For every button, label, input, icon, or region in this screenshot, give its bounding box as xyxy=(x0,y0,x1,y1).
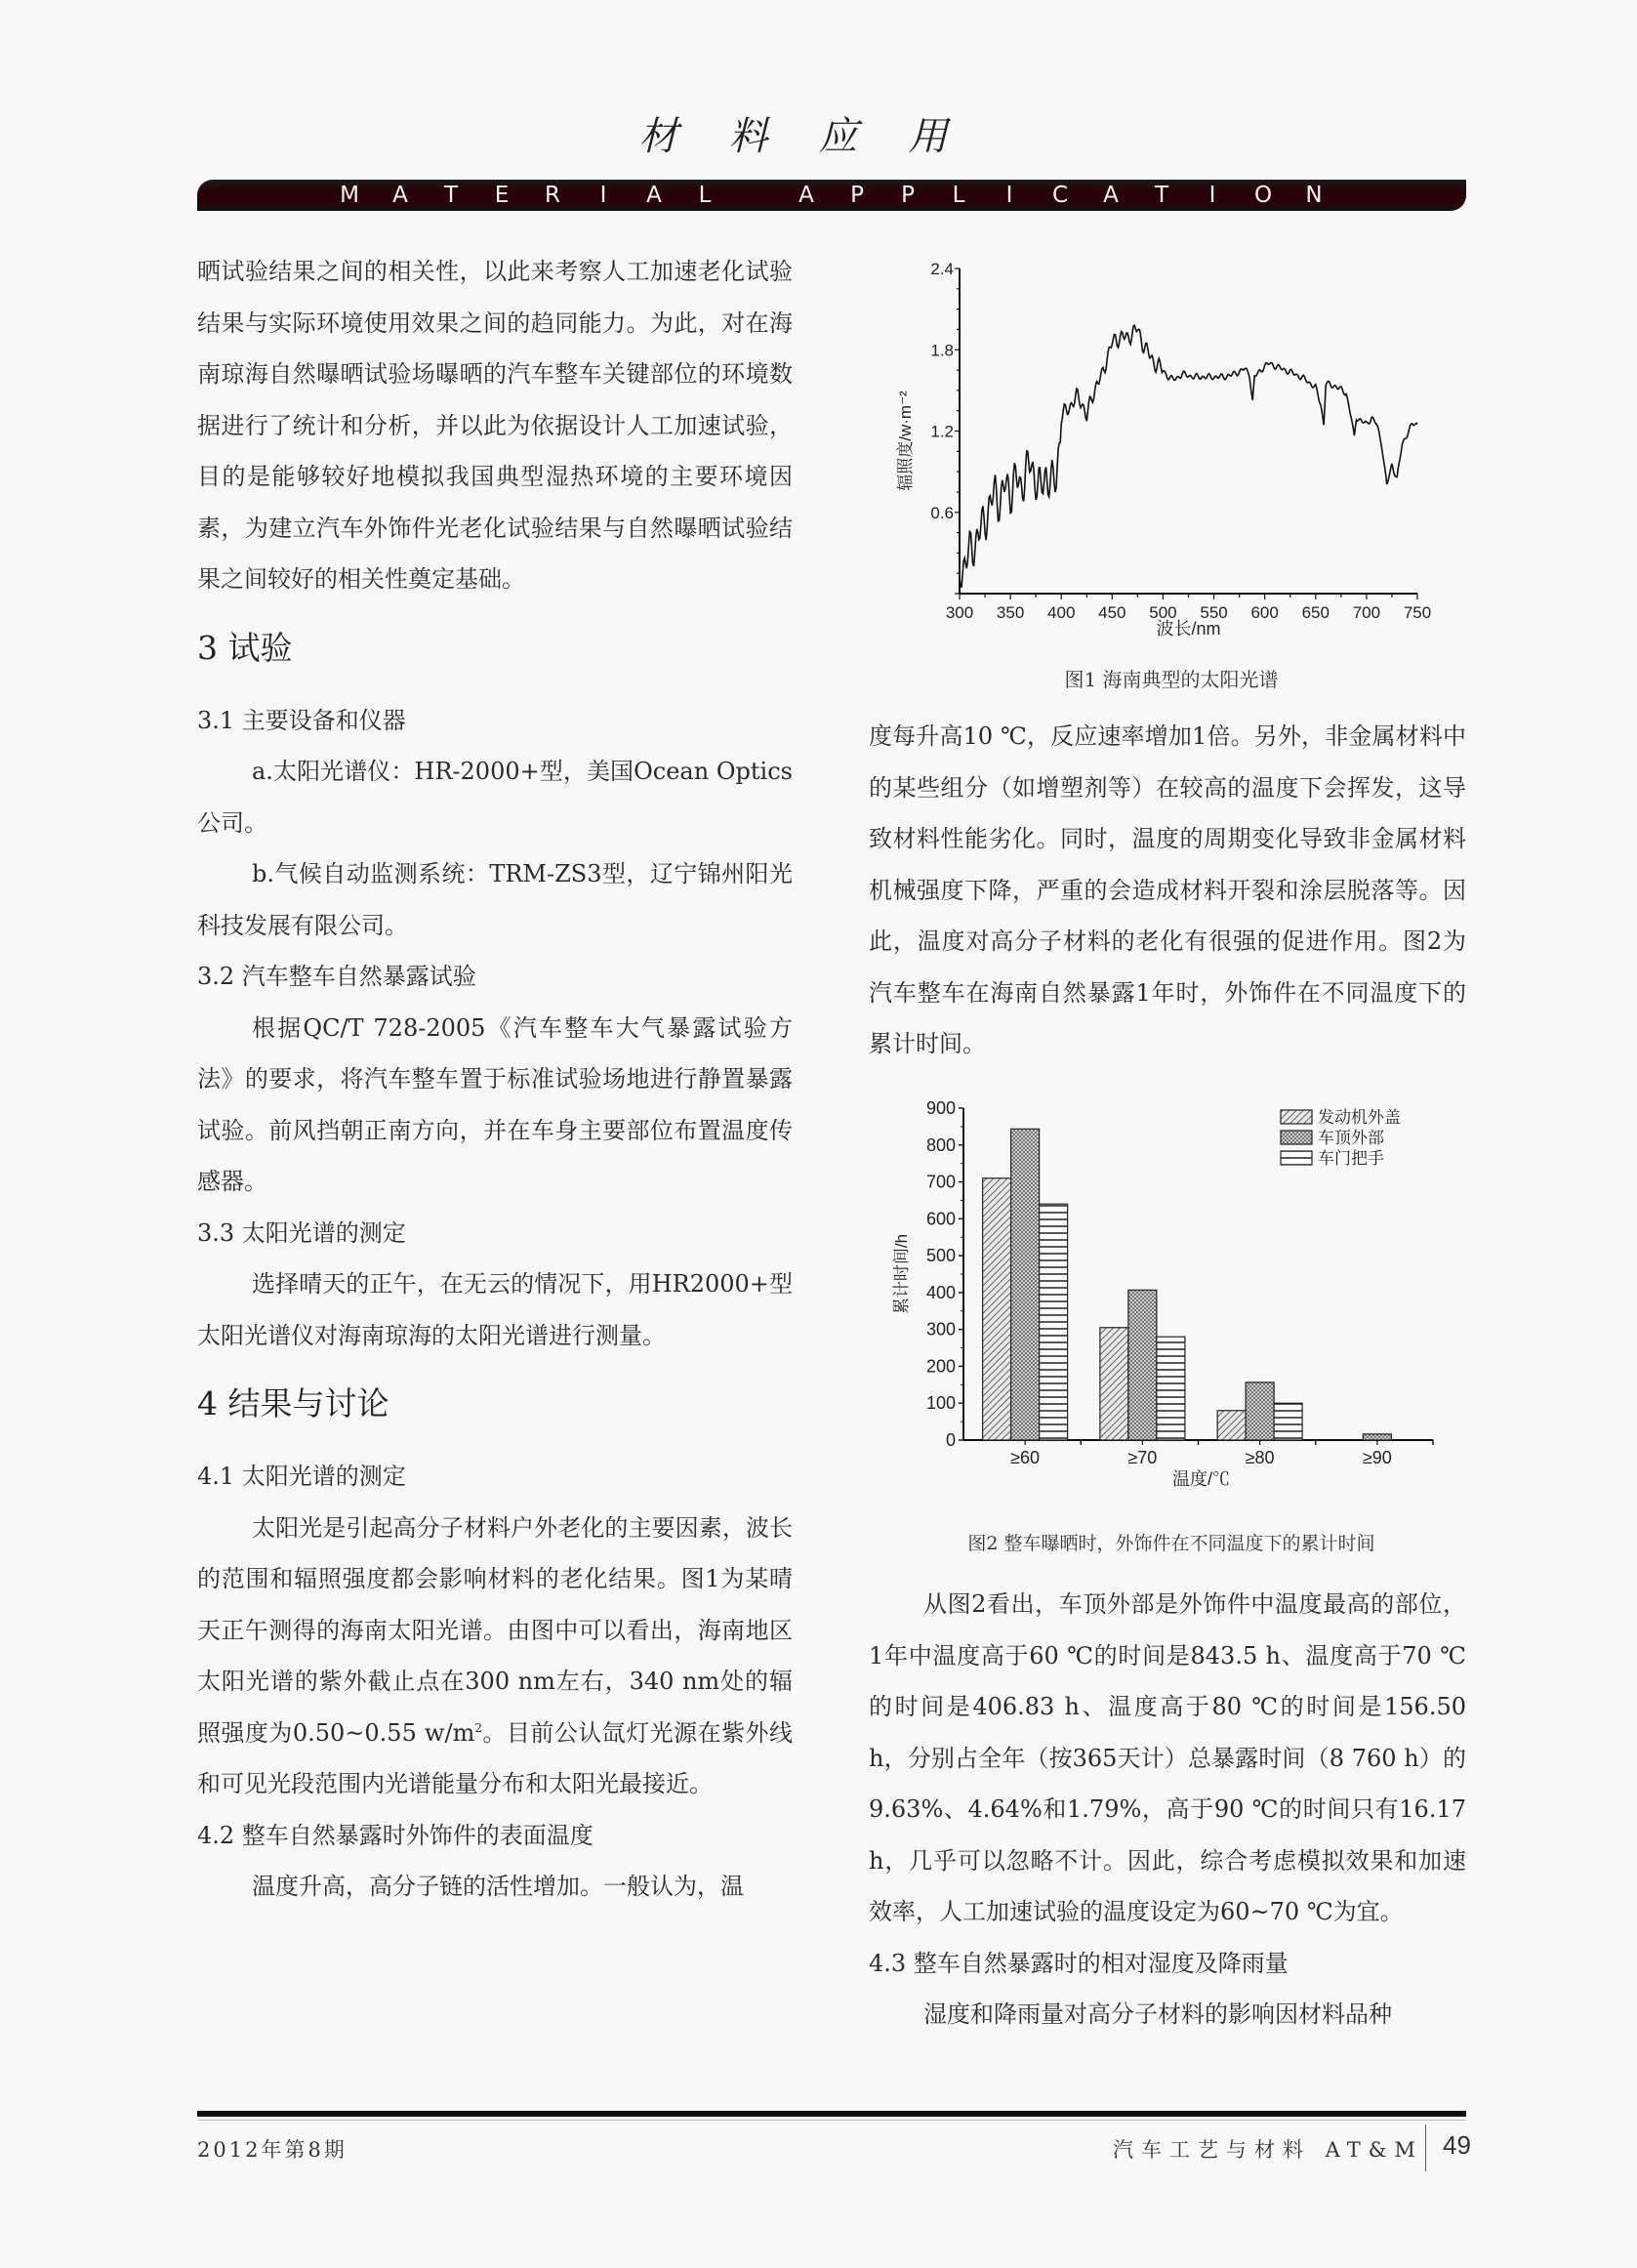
y-tick-label: 1.2 xyxy=(930,422,954,441)
banner-letter: A xyxy=(798,183,814,208)
y-tick-label: 300 xyxy=(925,1319,956,1340)
legend-swatch xyxy=(1281,1131,1312,1144)
y-tick-label: 2.4 xyxy=(930,260,954,278)
figure-2-bar-chart xyxy=(869,1089,1474,1499)
legend-swatch xyxy=(1281,1151,1312,1165)
banner-letter: T xyxy=(1154,183,1169,208)
y-tick-label: 0 xyxy=(945,1430,956,1450)
x-axis-label: 波长/nm xyxy=(1156,619,1221,639)
banner-letter: C xyxy=(1051,183,1069,208)
section-4-3-paragraph-start: 湿度和降雨量对高分子材料的影响因材料品种 xyxy=(923,2000,1392,2028)
legend-label: 车门把手 xyxy=(1318,1149,1384,1168)
section-3-3-paragraph: 选择晴天的正午，在无云的情况下，用HR2000+型太阳光谱仪对海南琼海的太阳光谱进行测量。 xyxy=(197,1270,793,1349)
bar-2-2 xyxy=(1274,1403,1302,1440)
section-3-2-paragraph: 根据QC/T 728-2005《汽车整车大气暴露试验方法》的要求，将汽车整车置于标准试验场地进行静置暴露试验。前风挡朝正南方向，并在车身主要部位布置温度传感器。 xyxy=(197,1013,793,1195)
bar-1-1 xyxy=(1128,1290,1157,1440)
chart-legend xyxy=(1281,1108,1401,1168)
banner-letter: P xyxy=(850,183,864,208)
page-number: 49 xyxy=(1443,2130,1471,2160)
section-4-1-heading: 4.1 太阳光谱的测定 xyxy=(197,1463,406,1490)
section-4-3-heading: 4.3 整车自然暴露时的相对湿度及降雨量 xyxy=(869,1949,1289,1977)
y-tick-label: 900 xyxy=(925,1098,956,1118)
banner-letter: T xyxy=(443,183,459,208)
banner-letter: I xyxy=(1208,183,1216,208)
y-tick-label: 800 xyxy=(925,1134,956,1155)
banner-letter: R xyxy=(545,183,560,208)
equipment-item-a: a.太阳光谱仪：HR-2000+型，美国Ocean Optics公司。 xyxy=(197,758,793,837)
x-tick-label: 450 xyxy=(1098,603,1126,622)
x-tick-label: 550 xyxy=(1200,603,1228,622)
bar-2-0 xyxy=(1040,1204,1068,1440)
x-tick-label: ≥70 xyxy=(1127,1448,1158,1467)
bar-2-1 xyxy=(1157,1337,1185,1440)
x-tick-label: ≥80 xyxy=(1245,1448,1275,1467)
banner-letter: P xyxy=(901,183,915,208)
y-tick-label: 200 xyxy=(925,1356,956,1377)
section-4-1-paragraph xyxy=(197,1503,793,1810)
x-tick-label: 600 xyxy=(1250,603,1279,622)
x-tick-label: 700 xyxy=(1352,603,1381,622)
banner-letter: L xyxy=(698,183,712,208)
footer-journal: 汽车工艺与材料 AT&M xyxy=(1113,2138,1423,2162)
y-tick-label: 1.8 xyxy=(930,341,954,360)
section-4-1-text-b: 。目前公认氙灯光源在紫外线和可见光段范围内光谱能量分布和太阳光最接近。 xyxy=(197,1718,794,1797)
bar-1-0 xyxy=(1011,1129,1040,1440)
y-tick-label: 700 xyxy=(925,1172,956,1192)
banner-letter: M xyxy=(340,183,359,208)
banner-letter: A xyxy=(392,183,408,208)
footer-separator xyxy=(1425,2124,1426,2171)
x-tick-label: 400 xyxy=(1047,603,1076,622)
section-3-heading: 3 试验 xyxy=(197,628,293,667)
figure-1-spectrum-chart xyxy=(869,249,1474,688)
section-3-3-heading: 3.3 太阳光谱的测定 xyxy=(197,1218,406,1247)
section-title: 材料应用 xyxy=(638,114,999,159)
spectrum-axes xyxy=(896,260,1431,639)
x-tick-label: 300 xyxy=(945,603,974,622)
x-axis-label: 温度/℃ xyxy=(1171,1469,1231,1489)
x-tick-label: 650 xyxy=(1301,603,1330,622)
section-3-1-heading: 3.1 主要设备和仪器 xyxy=(197,706,406,734)
footer-rule xyxy=(197,2111,1466,2117)
section-banner xyxy=(197,180,1466,211)
section-4-2-heading: 4.2 整车自然暴露时外饰件的表面温度 xyxy=(197,1821,593,1849)
bar-0-0 xyxy=(983,1178,1011,1440)
y-tick-label: 100 xyxy=(925,1393,956,1414)
right-column-upper xyxy=(869,711,1466,1070)
y-tick-label: 0.6 xyxy=(930,503,954,522)
equipment-item-b: b.气候自动监测系统：TRM-ZS3型，辽宁锦州阳光科技发展有限公司。 xyxy=(197,860,793,939)
superscript: 2 xyxy=(474,1720,482,1735)
x-tick-label: 750 xyxy=(1403,603,1432,622)
bar-1-3 xyxy=(1363,1434,1391,1440)
y-axis-label: 累计时间/h xyxy=(892,1233,911,1315)
banner-letter: N xyxy=(1305,183,1323,208)
banner-letter: E xyxy=(494,183,510,208)
banner-letter: L xyxy=(952,183,965,208)
x-tick-label: ≥60 xyxy=(1010,1448,1041,1467)
footer-rule-thin xyxy=(197,2120,1466,2121)
section-4-1-text-a: 太阳光是引起高分子材料户外老化的主要因素，波长的范围和辐照强度都会影响材料的老化结果。图1为某晴天正午测得的海南太阳光谱。由图中可以看出，海南地区太阳光谱的紫外截止点在300 nm左右，340 nm处的辐照强度为0.50~0.55 w/m xyxy=(197,1513,793,1747)
banner-letter: O xyxy=(1253,183,1273,208)
section-4-heading: 4 结果与讨论 xyxy=(197,1384,389,1423)
legend-label: 发动机外盖 xyxy=(1318,1108,1401,1127)
x-tick-label: 350 xyxy=(996,603,1025,622)
section-3-2-heading: 3.2 汽车整车自然暴露试验 xyxy=(197,963,476,990)
section-4-2-paragraph-continued: 度每升高10 ℃，反应速率增加1倍。另外，非金属材料中的某些组分（如增塑剂等）在较高的温度下会挥发，这导致材料性能劣化。同时，温度的周期变化导致非金属材料机械强度下降，严重的会造成材料开裂和涂层脱落等。因此，温度对高分子材料的老化有很强的促进作用。图2为汽车整车在海南自然暴露1年时，外饰件在不同温度下的累计时间。 xyxy=(869,722,1466,1057)
y-tick-label: 400 xyxy=(925,1282,956,1302)
x-tick-label: 500 xyxy=(1149,603,1177,622)
banner-letter: A xyxy=(1103,183,1119,208)
legend-label: 车顶外部 xyxy=(1318,1129,1384,1147)
legend-swatch xyxy=(1281,1110,1312,1124)
right-column-lower xyxy=(869,1579,1466,2041)
banner-letter: A xyxy=(646,183,662,208)
bar-1-2 xyxy=(1246,1382,1274,1440)
y-tick-label: 500 xyxy=(925,1246,956,1266)
y-axis-label: 辐照度/w·m⁻² xyxy=(896,391,915,491)
figure-2-caption: 图2 整车曝晒时，外饰件在不同温度下的累计时间 xyxy=(967,1533,1375,1554)
figure-1-caption: 图1 海南典型的太阳光谱 xyxy=(1064,668,1279,691)
banner-text xyxy=(197,183,1466,208)
banner-letter: I xyxy=(1005,183,1013,208)
intro-paragraph: 晒试验结果之间的相关性，以此来考察人工加速老化试验结果与实际环境使用效果之间的趋同能力。为此，对在海南琼海自然曝晒试验场曝晒的汽车整车关键部位的环境数据进行了统计和分析，并以此为依据设计人工加速试验，目的是能够较好地模拟我国典型湿热环境的主要环境因素，为建立汽车外饰件光老化试验结果与自然曝晒试验结果之间较好的相关性奠定基础。 xyxy=(197,258,793,593)
section-4-2-paragraph-start: 温度升高，高分子链的活性增加。一般认为，温 xyxy=(252,1873,744,1900)
banner-letter xyxy=(730,183,781,208)
x-tick-label: ≥90 xyxy=(1362,1448,1392,1467)
bar-0-2 xyxy=(1217,1411,1246,1440)
left-column xyxy=(197,246,793,1913)
spectrum-line xyxy=(960,325,1417,587)
footer-issue: 2012年第8期 xyxy=(197,2138,348,2162)
bar-0-1 xyxy=(1100,1328,1128,1440)
figure-2-discussion: 从图2看出，车顶外部是外饰件中温度最高的部位，1年中温度高于60 ℃的时间是843.5 h、温度高于70 ℃的时间是406.83 h、温度高于80 ℃的时间是156.50 h，分别占全年（按365天计）总暴露时间（8 760 h）的9.63%、4.64%和1.79%，高于90 ℃的时间只有16.17 h，几乎可以忽略不计。因此，综合考虑模拟效果和加速效率，人工加速试验的温度设定为60~70 ℃为宜。 xyxy=(869,1590,1466,1925)
y-tick-label: 600 xyxy=(925,1209,956,1229)
banner-letter: I xyxy=(599,183,607,208)
